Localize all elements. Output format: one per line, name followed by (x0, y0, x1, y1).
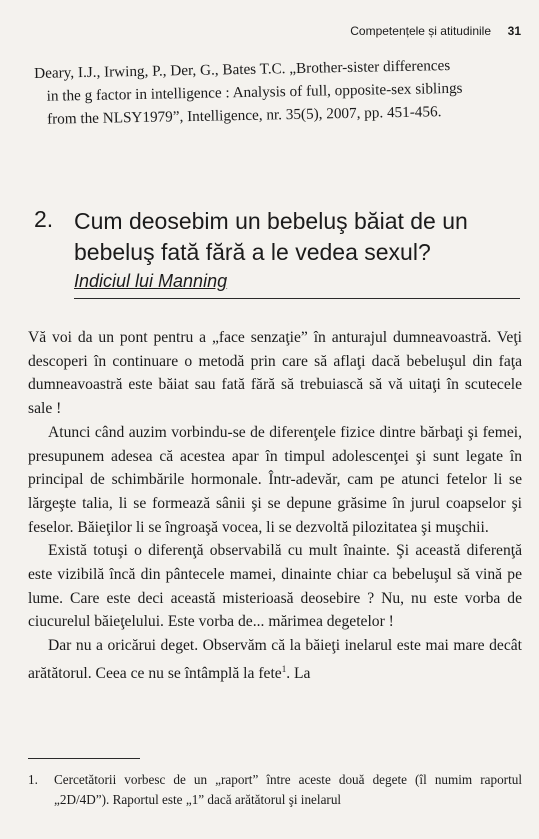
footnote-rule (28, 758, 140, 759)
reference-line-2: in the g factor in intelligence : Analysis of full, opposite-sex siblings (46, 79, 463, 105)
reference-line-1: Deary, I.J., Irwing, P., Der, G., Bates T.C. „Brother-sister differences (34, 57, 451, 82)
chapter-title-line-2: bebeluş fată fără a le vedea sexul? (74, 239, 431, 265)
paragraph-2: Atunci când auzim vorbindu-se de diferenţele fizice dintre bărbaţi şi femei, presupunem adesea că acestea apar în timpul adolescenţei şi sunt legate în principal de schimbările hormonale. Într-adevăr, cam pe atunci fetelor li se lărgeşte talia, li se formează sânii şi se depune grăsime în jurul coapselor şi feselor. Băieţilor li se îngroaşă vocea, li se dezvoltă pilozitatea şi muşchii. (28, 423, 522, 536)
footnote-marker: 1 (281, 663, 287, 674)
heading-rule (74, 298, 520, 299)
bibliographic-reference (34, 53, 523, 131)
running-title: Competențele și atitudinile (350, 24, 491, 38)
reference-line-3: from the NLSY1979”, Intelligence, nr. 35(5), 2007, pp. 451-456. (46, 103, 442, 128)
paragraph-4-tail: . La (286, 665, 311, 683)
body-text (28, 326, 522, 686)
page-number: 31 (507, 24, 521, 38)
footnote-number: 1. (28, 772, 38, 787)
footnote (28, 770, 522, 810)
footnote-text: Cercetătorii vorbesc de un „raport” între aceste două degete (îl numim raportul „2D/4D”). Raportul este „1” dacă arătătorul şi inelarul (54, 772, 522, 807)
paragraph-4 (28, 634, 522, 686)
paragraph-4-text: Dar nu a oricărui deget. Observăm că la băieţi inelarul este mai mare decât arătătorul. Ceea ce nu se întâmplă la fete (28, 637, 522, 683)
paragraph-3: Există totuşi o diferenţă observabilă cu mult înainte. Şi această diferenţă este vizibilă încă din pântecele mamei, dinainte chiar ca bebeluşul să vină pe lume. Care este deci această misterioasă deosebire ? Nu, nu este vorba de ciucurelul băieţelului. Este vorba de... mărimea degetelor ! (28, 542, 522, 631)
paragraph-1: Vă voi da un pont pentru a „face senzaţie” în anturajul dumneavoastră. Veţi descoperi în continuare o metodă prin care să aflaţi dacă bebeluşul din faţa dumneavoastră este băiat sau fată fără să trebuiască să vă uitaţi în scutecele sale ! (28, 329, 522, 418)
chapter-title (74, 206, 468, 268)
chapter-title-line-1: Cum deosebim un bebeluş băiat de un (74, 208, 468, 234)
chapter-number: 2. (34, 206, 54, 232)
chapter-subtitle: Indiciul lui Manning (74, 271, 228, 291)
